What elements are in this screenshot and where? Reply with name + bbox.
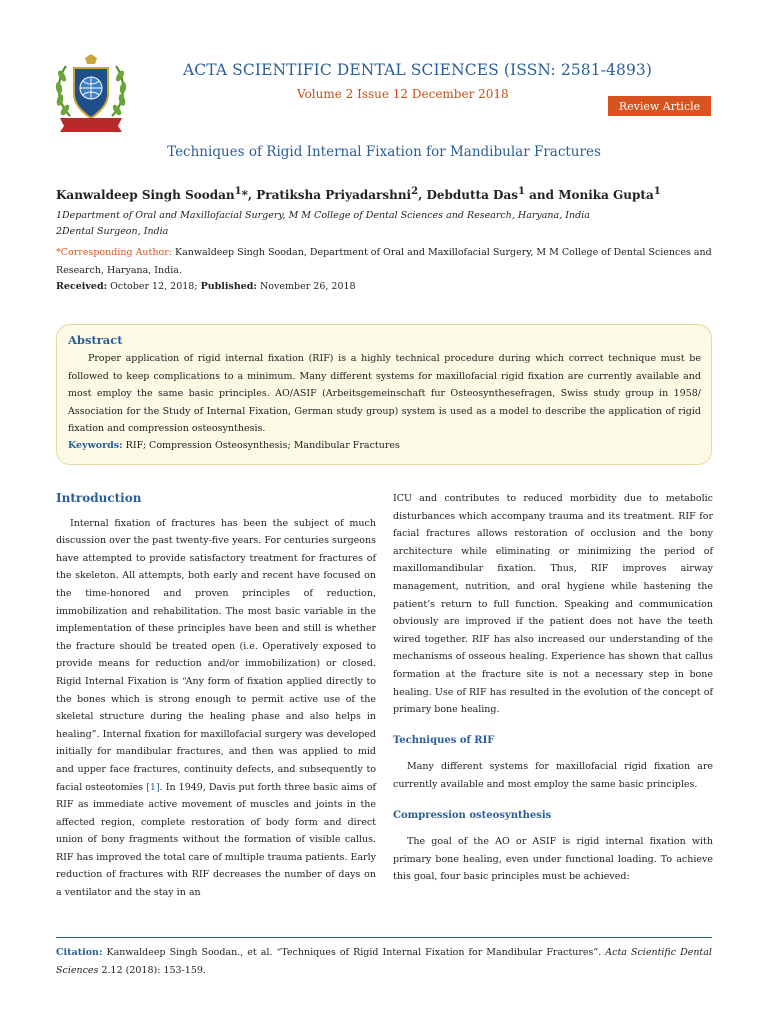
affiliation-2: 2Dental Surgeon, India [56,226,169,237]
citation [56,944,712,979]
compression-heading: Compression osteosynthesis [393,809,552,821]
compression-paragraph: The goal of the AO or ASIF is rigid internal fixation with primary bone healing, even under functional loading. To achieve this goal, four basic principles must be achieved: [393,836,713,883]
abstract-heading: Abstract [68,333,123,347]
keywords-text: RIF; Compression Osteosynthesis; Mandibular Fractures [125,440,400,451]
shield-globe-laurel-logo-icon [52,52,130,136]
journal-logo [52,52,130,136]
corresponding-author-label: *Corresponding Author: [56,247,172,258]
body-column-right [393,490,713,886]
received-date: October 12, 2018; [110,281,198,292]
reference-link-1[interactable]: [1] [146,781,160,793]
citation-authors: Kanwaldeep Singh Soodan., et al. [106,947,273,958]
published-label: Published: [200,281,257,292]
article-type-badge: Review Article [608,96,711,116]
citation-journal: Acta Scientific Dental Sciences [56,947,712,976]
techniques-paragraph: Many different systems for maxillofacial rigid fixation are currently available and most employ the same basic principles. [393,761,713,790]
journal-title: ACTA SCIENTIFIC DENTAL SCIENCES (ISSN: 2581-4893) [183,61,653,79]
body-column-left [56,490,376,902]
intro-text-part-2: . In 1949, Davis put forth three basic aims of RIF as immediate active movement of muscles and joints in the affected region, complete restoration of body form and direct union of bony fragments without the formation of visible callus. RIF has improved the total care of multiple trauma patients. Early reduction of fractures with RIF decreases the number of days on a ventilator and the stay in an [56,781,376,899]
corresponding-author [56,244,716,279]
intro-text-part-1: Internal fixation of fractures has been the subject of much discussion over the past twenty-five years. For centuries surgeons have attempted to provide satisfactory treatment for fractures of the skeleton. All attempts, both early and recent have focused on the time-honored and proven principles of reduction, immobilization and rehabilitation. The most basic variable in the implementation of these principles have been and still is whether the fracture should be treated open (i.e. Operatively exposed to provide means for reduction and/or immobilization) or closed. Rigid Internal Fixation is “Any form of fixation applied directly to the bones which is strong enough to permit active use of the skeletal structure during the healing phase and also helps in healing”. Internal fixation for maxillofacial surgery was developed initially for mandibular fractures, and then was applied to mid and upper face fractures, continuity defects, and subsequently to facial osteotomies [56,517,376,793]
corresponding-author-text: Kanwaldeep Singh Soodan, Department of Oral and Maxillofacial Surgery, M M College of Dental Sciences and Research, Haryana, India. [56,247,712,276]
introduction-heading: Introduction [56,491,142,505]
abstract-box [56,324,712,465]
published-date: November 26, 2018 [259,281,356,292]
received-label: Received: [56,281,108,292]
keywords [68,440,400,451]
techniques-heading: Techniques of RIF [393,734,495,746]
affiliation-1: 1Department of Oral and Maxillofacial Surgery, M M College of Dental Sciences and Research, Haryana, India [56,210,590,221]
citation-label: Citation: [56,947,103,958]
keywords-label: Keywords: [68,440,123,451]
citation-title: “Techniques of Rigid Internal Fixation for Mandibular Fractures”. [276,947,602,958]
author-list: Kanwaldeep Singh Soodan$^1$*, Pratiksha Priyadarshni$^2$, Debdutta Das$^1$ and Monika Gupta$^1$ [56,186,661,202]
volume-issue-date: Volume 2 Issue 12 December 2018 [297,87,509,101]
footer-divider [56,937,712,938]
abstract-text: Proper application of rigid internal fixation (RIF) is a highly technical procedure during which correct technique must be followed to keep complications to a minimum. Many different systems for maxillofacial rigid fixation are currently available and most employ the same basic principles. AO/ASIF (Arbeitsgemeinschaft fur Osteosynthesefragen, Swiss study group in 1958/ Association for the Study of Internal Fixation, German study group) system is used as a model to describe the application of rigid fixation and compression osteosynthesis. [68,353,701,434]
introduction-paragraph-continued: ICU and contributes to reduced morbidity due to metabolic disturbances which accompany trauma and its treatment. RIF for facial fractures allows restoration of occlusion and the bony architecture while eliminating or minimizing the period of maxillomandibular fixation. Thus, RIF improves airway management, nutrition, and oral hygiene while hastening the patient’s return to full function. Speaking and communication obviously are improved if the patient does not have the teeth wired together. RIF has also increased our understanding of the mechanisms of osseous healing. Experience has shown that callus formation at the fracture site is not a necessary step in bone healing. Use of RIF has resulted in the evolution of the concept of primary bone healing. [393,493,713,716]
citation-volume: 2.12 (2018): 153-159. [101,964,206,976]
introduction-paragraph [56,515,376,902]
article-dates [56,281,356,292]
paper-title: Techniques of Rigid Internal Fixation for Mandibular Fractures [167,144,601,160]
